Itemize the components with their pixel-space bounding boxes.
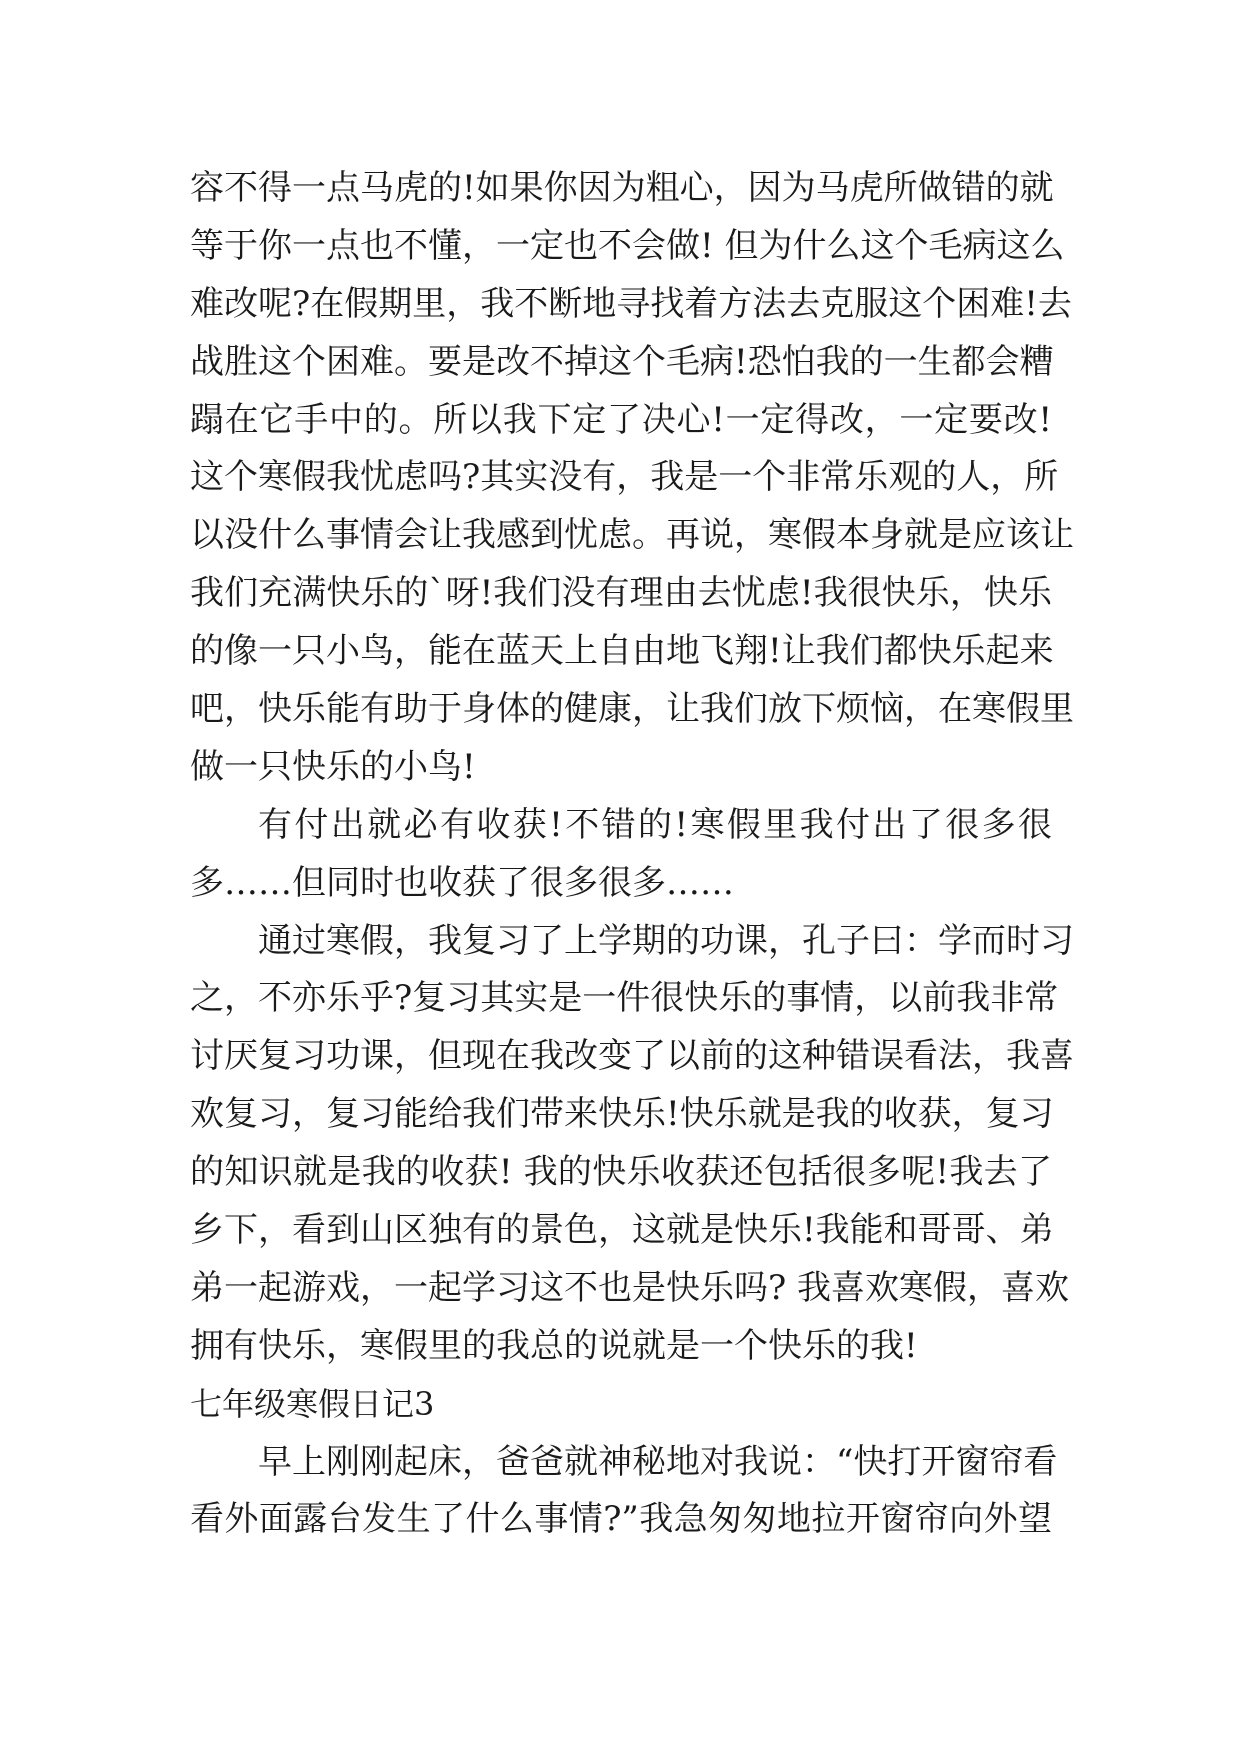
body-line: 难改呢?在假期里，我不断地寻找着方法去克服这个困难!去: [190, 283, 1072, 324]
document-body: [190, 160, 1074, 1549]
paragraph-start-line: 通过寒假，我复习了上学期的功课，孔子曰：学而时习: [258, 920, 1074, 961]
body-line: 欢复习，复习能给我们带来快乐!快乐就是我的收获，复习: [190, 1094, 1054, 1135]
paragraph-end-line: 多……但同时也收获了很多很多……: [190, 862, 734, 903]
paragraph-start-line: 早上刚刚起床，爸爸就神秘地对我说：“快打开窗帘看: [258, 1441, 1058, 1482]
section-heading: 七年级寒假日记3: [190, 1384, 435, 1423]
body-line: 乡下，看到山区独有的景色，这就是快乐!我能和哥哥、弟: [190, 1210, 1054, 1251]
body-line: 战胜这个困难。要是改不掉这个毛病!恐怕我的一生都会糟: [190, 341, 1054, 382]
body-line: 的像一只小鸟，能在蓝天上自由地飞翔!让我们都快乐起来: [190, 631, 1054, 672]
body-line: 这个寒假我忧虑吗?其实没有，我是一个非常乐观的人，所: [190, 457, 1059, 498]
body-line: 我们充满快乐的`呀!我们没有理由去忧虑!我很快乐，快乐: [190, 573, 1052, 614]
body-line: 讨厌复习功课，但现在我改变了以前的这种错误看法，我喜: [190, 1036, 1074, 1077]
body-line: 吧，快乐能有助于身体的健康，让我们放下烦恼，在寒假里: [190, 689, 1074, 730]
body-line: 容不得一点马虎的!如果你因为粗心，因为马虎所做错的就: [190, 168, 1054, 208]
body-line: 的知识就是我的收获! 我的快乐收获还包括很多呢!我去了: [190, 1152, 1052, 1193]
body-line: 看外面露台发生了什么事情?”我急匆匆地拉开窗帘向外望: [190, 1499, 1052, 1540]
body-line: 弟一起游戏，一起学习这不也是快乐吗? 我喜欢寒假，喜欢: [190, 1267, 1070, 1308]
paragraph-start-line: 有付出就必有收获!不错的!寒假里我付出了很多很: [258, 804, 1052, 845]
paragraph-end-line: 做一只快乐的小鸟!: [190, 746, 476, 787]
body-line: 等于你一点也不懂，一定也不会做! 但为什么这个毛病这么: [190, 225, 1065, 266]
body-line: 之，不亦乐乎?复习其实是一件很快乐的事情，以前我非常: [190, 978, 1059, 1019]
paragraph-end-line: 拥有快乐，寒假里的我总的说就是一个快乐的我!: [190, 1325, 918, 1366]
body-line: 蹋在它手中的。所以我下定了决心!一定得改，一定要改!: [190, 399, 1052, 440]
body-line: 以没什么事情会让我感到忧虑。再说，寒假本身就是应该让: [190, 515, 1074, 556]
